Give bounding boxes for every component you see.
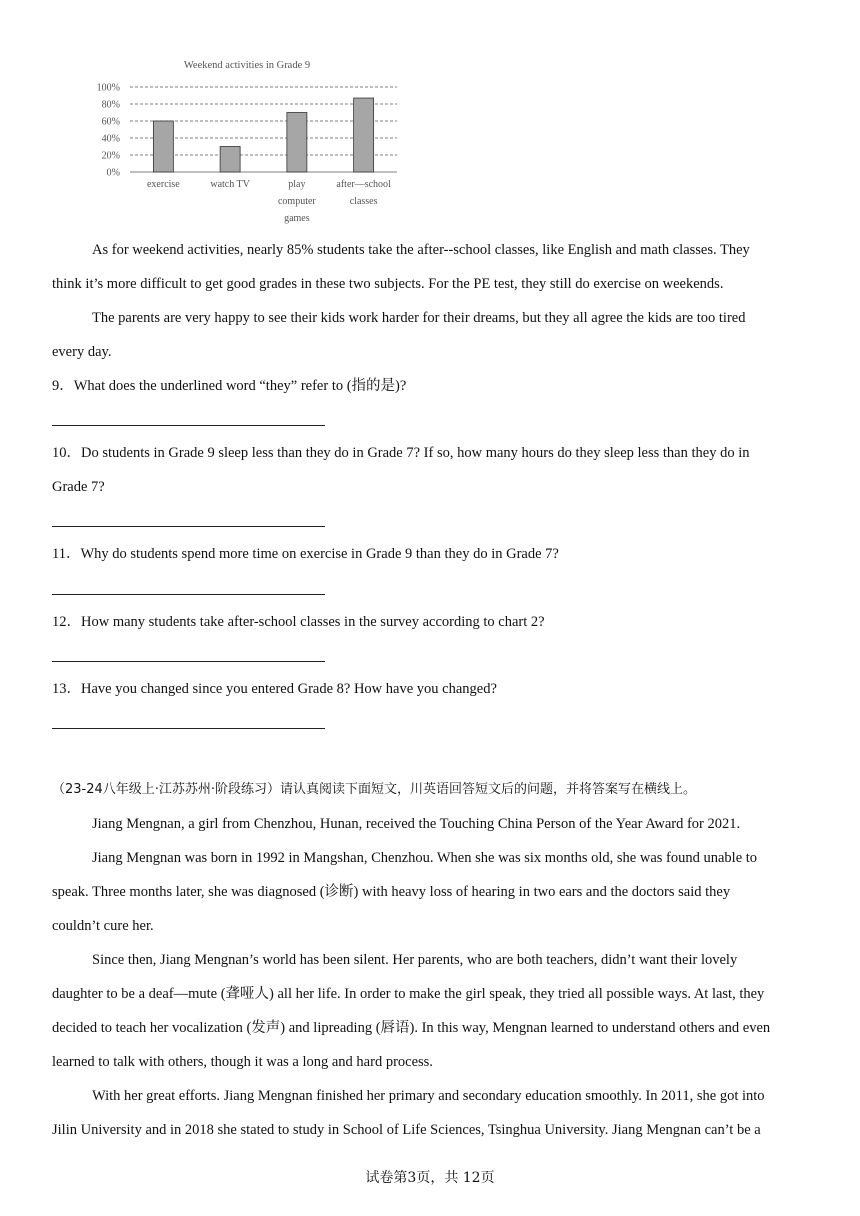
bar — [354, 98, 374, 172]
chart-bars — [153, 98, 373, 172]
question-11: 11．Why do students spend more time on exercise in Grade 9 than they do in Grade 7? — [52, 546, 559, 562]
x-tick-label: games — [284, 213, 310, 224]
x-tick-label: after—school — [336, 179, 391, 190]
page-footer: 试卷第3页，共 12页 — [365, 1170, 495, 1186]
paragraph-line: every day. — [52, 344, 112, 360]
y-tick-label: 40% — [101, 133, 120, 145]
paragraph-line: As for weekend activities, nearly 85% students take the after--school classes, like English and math classes. They — [92, 242, 750, 258]
x-tick-label: play — [288, 179, 306, 190]
paragraph-line: Since then, Jiang Mengnan’s world has been silent. Her parents, who are both teachers, didn’t want their lovely — [92, 952, 738, 968]
x-tick-label: watch TV — [210, 179, 250, 190]
bar — [153, 121, 173, 172]
chart-y-axis — [97, 83, 120, 179]
x-tick-label: exercise — [146, 179, 180, 190]
question-10-cont: Grade 7? — [52, 479, 105, 495]
y-tick-label: 80% — [101, 99, 120, 111]
answer-line-13[interactable] — [52, 728, 325, 729]
question-10: 10．Do students in Grade 9 sleep less than they do in Grade 7? If so, how many hours do they sleep less than they do in — [52, 445, 750, 461]
answer-line-9[interactable] — [52, 425, 325, 426]
paragraph-line: decided to teach her vocalization (发声) and lipreading (唇语). In this way, Mengnan learned to understand others and even — [52, 1020, 771, 1036]
paragraph-line: couldn’t cure her. — [52, 918, 154, 934]
bar — [220, 147, 240, 173]
paragraph-line: The parents are very happy to see their kids work harder for their dreams, but they all agree the kids are too tired — [92, 310, 746, 326]
y-tick-label: 0% — [106, 167, 120, 179]
x-tick-label: classes — [349, 196, 378, 207]
answer-line-10[interactable] — [52, 526, 325, 527]
question-13: 13．Have you changed since you entered Grade 8? How have you changed? — [52, 681, 497, 697]
x-tick-label: computer — [277, 196, 316, 207]
paragraph-line: learned to talk with others, though it was a long and hard process. — [52, 1054, 433, 1070]
paragraph-line: Jilin University and in 2018 she stated to study in School of Life Sciences, Tsinghua University. Jiang Mengnan can’t be a — [52, 1122, 761, 1138]
section-instruction: （23-24八年级上·江苏苏州·阶段练习）请认真阅读下面短文，川英语回答短文后的问题，并将答案写在横线上。 — [52, 782, 697, 797]
chart-x-axis — [147, 179, 391, 224]
paragraph-line: With her great efforts. Jiang Mengnan finished her primary and secondary education smoothly. In 2011, she got into — [92, 1088, 765, 1104]
paragraph-line: daughter to be a deaf—mute (聋哑人) all her life. In order to make the girl speak, they tried all possible ways. At last, they — [52, 986, 765, 1002]
chart-title: Weekend activities in Grade 9 — [183, 60, 311, 71]
paragraph-line: Jiang Mengnan, a girl from Chenzhou, Hunan, received the Touching China Person of the Year Award for 2021. — [92, 816, 741, 832]
y-tick-label: 100% — [96, 82, 120, 94]
answer-line-11[interactable] — [52, 594, 325, 595]
answer-line-12[interactable] — [52, 661, 325, 662]
y-tick-label: 20% — [101, 150, 120, 162]
paragraph-line: speak. Three months later, she was diagnosed (诊断) with heavy loss of hearing in two ears and the doctors said they — [52, 884, 731, 900]
question-9: 9．What does the underlined word “they” refer to (指的是)? — [52, 378, 407, 394]
bar-chart — [85, 50, 415, 230]
y-tick-label: 60% — [101, 116, 120, 128]
paragraph-line: think it’s more difficult to get good grades in these two subjects. For the PE test, they still do exercise on weekends. — [52, 276, 724, 292]
paragraph-line: Jiang Mengnan was born in 1992 in Mangshan, Chenzhou. When she was six months old, she was found unable to — [92, 850, 758, 866]
question-12: 12．How many students take after-school classes in the survey according to chart 2? — [52, 614, 545, 630]
bar — [287, 113, 307, 173]
